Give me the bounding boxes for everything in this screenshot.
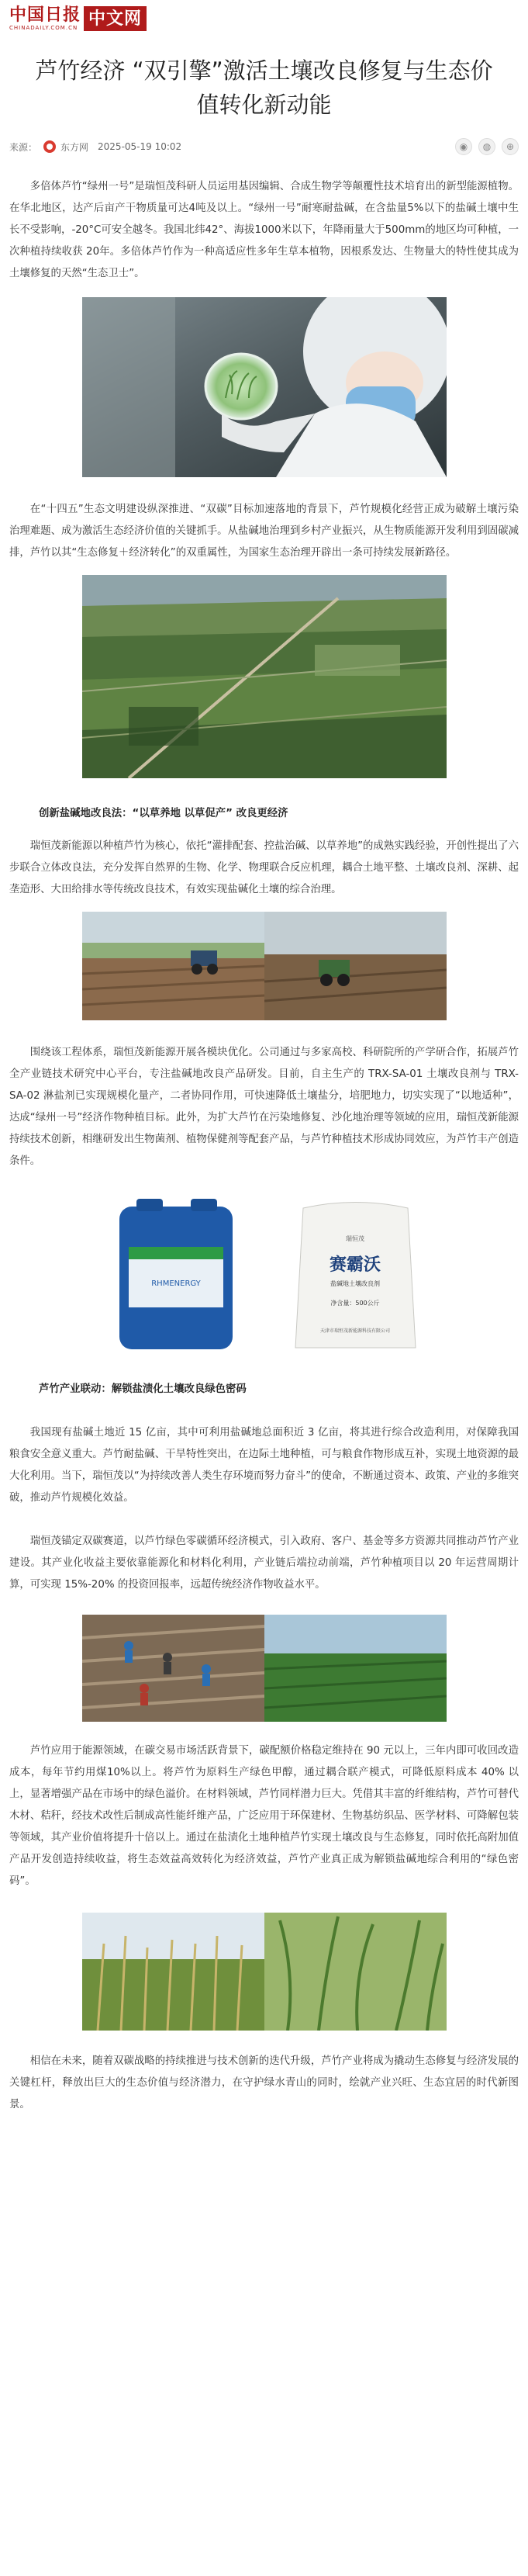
publish-date: 2025-05-19 10:02	[98, 141, 182, 152]
paragraph: 我国现有盐碱土地近 15 亿亩，其中可利用盐碱地总面积近 3 亿亩，将其进行综合改造利用，对保障我国粮食安全意义重大。芦竹耐盐碱、干旱特性突出，在边际土地种植，可与粮食作物形成互补，实现土地资源的最大化利用。当下，瑞恒茂以“为持续改善人类生存环境而努力奋斗”的使命，不断通过资本、政策、产业的多维突破，推动芦竹规模化效益。	[9, 1427, 519, 1504]
section-heading: 创新盐碱地改良法：“以草养地 以草促产” 改良更经济	[39, 808, 288, 819]
logo-wordmark	[9, 6, 84, 31]
section-heading: 芦竹产业联动：解锁盐渍化土壤改良绿色密码	[39, 1383, 247, 1395]
bag-brand: 瑞恒茂	[345, 1235, 364, 1242]
bag-net: 净含量：500公斤	[330, 1300, 380, 1307]
logo-en: CHINADAILY.COM.CN	[9, 25, 78, 31]
paragraph: 相信在未来，随着双碳战略的持续推进与技术创新的迭代升级，芦竹产业将成为撬动生态修复与经济发展的关键杠杆，释放出巨大的生态价值与经济潜力，在守护绿水青山的同时，绘就产业兴旺、生态宜居的时代新图景。	[9, 2055, 519, 2110]
logo-cn: 中国日报	[9, 5, 81, 25]
article-body	[0, 176, 528, 2116]
product-jerrycan	[82, 1193, 264, 1357]
planting-photo-left	[82, 1615, 264, 1722]
bag-company: 天津市瑞恒茂新能源科技有限公司	[319, 1328, 390, 1334]
reed-photo-right	[264, 1913, 447, 2031]
product-bag	[264, 1193, 447, 1357]
tractor-photo-left	[82, 912, 264, 1020]
tractor-photo-right	[264, 912, 447, 1020]
source-label: 来源：	[9, 141, 38, 153]
paragraph: 在“十四五”生态文明建设纵深推进、“双碳”目标加速落地的背景下，芦竹规模化经营正成为破解土壤污染治理难题、成为激活生态经济价值的关键抓手。从盐碱地治理到乡村产业振兴，从生物质能源开发利用到固碳减排，芦竹以其“生态修复＋经济转化”的双重属性，为国家生态治理开辟出一条可持续发展新路径。	[9, 504, 519, 559]
aerial-field-svg	[82, 575, 447, 778]
source-logo-icon	[43, 140, 56, 153]
bag-sub: 盐碱地土壤改良剂	[330, 1280, 380, 1287]
wechat-icon[interactable]: ◍	[478, 138, 495, 155]
logo-box: 中文网	[84, 6, 147, 31]
lab-photo-svg	[82, 297, 447, 477]
article-meta	[0, 131, 528, 165]
paragraph: 围绕该工程体系，瑞恒茂新能源开展各模块优化。公司通过与多家高校、科研院所的产学研合作，拓展芦竹全产业链技术研究中心平台，专注盐碱地改良产品研发。目前，自主生产的 TRX-SA-01 土壤改良剂与 TRX-SA-02 淋盐剂已实现规模化量产，二者协同作用，可快速降低土壤盐分，培肥地力，切实实现了“以地适种”，达成“绿州一号”经济作物种植目标。此外，为扩大芦竹在污染地修复、沙化地治理等领域的应用，瑞恒茂新能源持续技术创新，相继研发出生物菌剂、植物保健剂等配套产品，与芦竹种植技术形成协同效应，为芦竹丰产创造条件。	[9, 1047, 519, 1167]
weibo-icon[interactable]: ◉	[455, 138, 472, 155]
article-title: 芦竹经济 “双引擎”激活土壤改良修复与生态价值转化新动能	[35, 57, 493, 118]
reed-photos	[82, 1913, 447, 2031]
paragraph: 多倍体芦竹“绿州一号”是瑞恒茂科研人员运用基因编辑、合成生物学等颠覆性技术培育出的新型能源植物。在华北地区，达产后亩产干物质量可达4吨及以上。“绿州一号”耐寒耐盐碱，在含盐量5%以下的盐碱土壤中生长不受影响，-20°C可安全越冬。我国北纬42°、海拔1000米以下，年降雨量大于500mm的地区均可种植，一次种植持续收获 20年。多倍体芦竹作为一种高适应性多年生草本植物，因根系发达、生物量大的特性使其成为土壤修复的天然“生态卫士”。	[9, 181, 519, 279]
product-photo	[82, 1193, 447, 1357]
aerial-field-photo	[82, 575, 447, 778]
tractor-photos	[82, 912, 447, 1020]
site-header	[0, 0, 528, 37]
bag-title: 赛霸沃	[329, 1255, 381, 1275]
jerrycan-label: RHMENERGY	[150, 1279, 201, 1288]
site-logo[interactable]	[9, 5, 147, 33]
planting-photo-right	[264, 1615, 447, 1722]
source-name[interactable]: 东方网	[60, 141, 89, 153]
lab-photo	[82, 297, 447, 477]
reed-photo-left	[82, 1913, 264, 2031]
paragraph: 瑞恒茂新能源以种植芦竹为核心，依托“灌排配套、控盐治碱、以草养地”的成熟实践经验，开创性提出了六步联合立体改良法，充分发挥自然界的生物、化学、物理联合反应机理，耦合土地平整、土壤改良剂、深耕、起垄造形、大田给排水等传统改良技术，有效实现盐碱化土壤的综合治理。	[9, 840, 519, 895]
share-bar	[455, 138, 519, 155]
paragraph: 瑞恒茂锚定双碳赛道，以芦竹绿色零碳循环经济模式，引入政府、客户、基金等多方资源共同推动芦竹产业建设。其产业化收益主要依靠能源化和材料化利用，产业链后端拉动前端，芦竹种植项目以 20 年运营周期计算，可实现 15%-20% 的投资回报率，远超传统经济作物收益水平。	[9, 1536, 519, 1591]
planting-photos	[82, 1615, 447, 1722]
paragraph: 芦竹应用于能源领域，在碳交易市场活跃背景下，碳配额价格稳定维持在 90 元以上，三年内即可收回改造成本，每年节约用煤10%以上。将芦竹为原料生产绿色甲醇，通过耦合联产模式，可降低原料成本 40% 以上，显著增强产品在市场中的绿色溢价。在材料领域，芦竹同样潜力巨大。凭借其丰富的纤维结构，芦竹可替代木材、秸秆，经技术改性后制成高性能纤维产品，广泛应用于环保建材、生物基纺织品、医学材料、可降解包装等领域，其产业价值将提升十倍以上。通过在盐渍化土地种植芦竹实现土壤改良与生态修复，同时依托高附加值产品开发创造持续收益，将生态效益高效转化为经济效益，芦竹产业真正成为解锁盐碱地综合利用的“绿色密码”。	[9, 1745, 519, 1887]
link-icon[interactable]: ⊕	[502, 138, 519, 155]
